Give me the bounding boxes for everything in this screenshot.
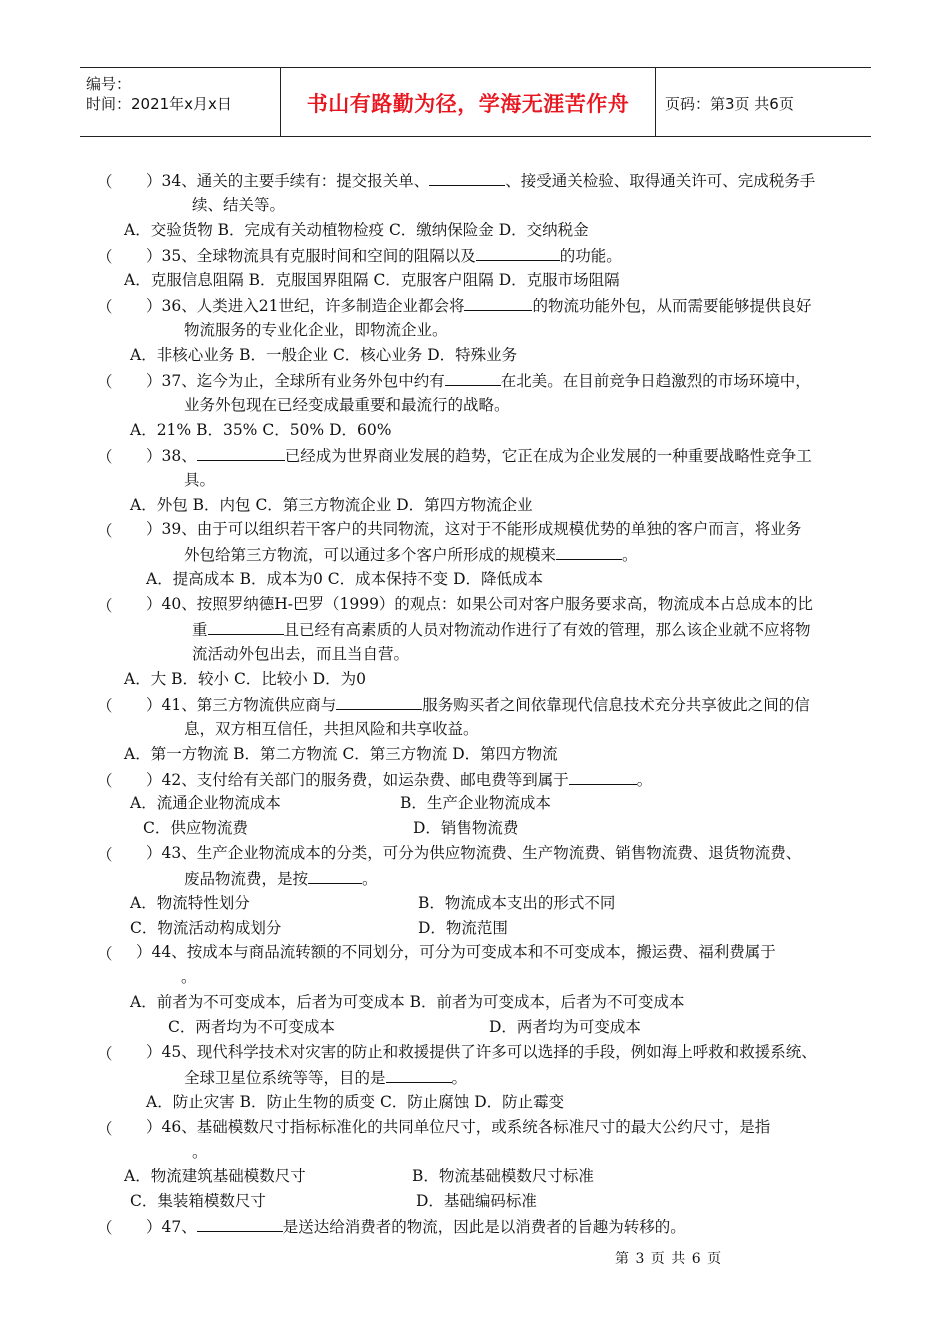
question-text: ）41、第三方物流供应商与 服务购买者之间依靠现代信息技术充分共享彼此之间的信 (146, 696, 810, 714)
answer-paren: （ (97, 846, 113, 864)
question-options: A．提高成本 B．成本为0 C．成本保持不变 D．降低成本 (146, 570, 544, 588)
question-text-cont: 全球卫星位系统等等，目的是 。 (184, 1069, 468, 1087)
question-text: ）44、按成本与商品流转额的不同划分，可分为可变成本和不可变成本，搬运费、福利费属于 (136, 943, 776, 961)
answer-blank (445, 370, 501, 386)
option-b: B．物流基础模数尺寸标准 (412, 1167, 594, 1185)
option-c: C．两者均为不可变成本 (168, 1018, 335, 1036)
option-d: D．基础编码标准 (416, 1192, 537, 1210)
answer-paren: （ (97, 522, 113, 540)
answer-paren: （ (97, 448, 113, 466)
question-options: A．21% B．35% C．50% D．60% (130, 421, 392, 439)
question-text: ）36、人类进入21世纪，许多制造企业都会将 的物流功能外包，从而需要能够提供良好 (146, 297, 812, 315)
answer-blank (386, 1067, 452, 1083)
answer-paren: （ (97, 1219, 113, 1237)
answer-paren: （ (97, 1045, 113, 1063)
answer-blank (464, 295, 532, 311)
answer-blank (197, 445, 285, 461)
answer-paren: （ (97, 945, 113, 963)
question-text: ）43、生产企业物流成本的分类，可分为供应物流费、生产物流费、销售物流费、退货物流费、 (146, 844, 802, 862)
question-options: A．非核心业务 B．一般企业 C．核心业务 D．特殊业务 (130, 346, 518, 364)
document-number-label: 编号： (86, 75, 132, 93)
option-d: D．两者均为可变成本 (489, 1018, 641, 1036)
answer-paren: （ (97, 373, 113, 391)
question-text-cont: 物流服务的专业化企业，即物流企业。 (184, 321, 448, 339)
question-text: ）35、全球物流具有克服时间和空间的阻隔以及 的功能。 (146, 247, 622, 265)
question-text: ）45、现代科学技术对灾害的防止和救援提供了许多可以选择的手段，例如海上呼救和救援系统、 (146, 1043, 817, 1061)
question-options: A．交验货物 B．完成有关动植物检疫 C．缴纳保险金 D．交纳税金 (124, 221, 589, 239)
option-b: B．物流成本支出的形式不同 (418, 894, 616, 912)
option-b: B．生产企业物流成本 (400, 794, 551, 812)
answer-paren: （ (97, 173, 113, 191)
option-d: D．销售物流费 (413, 819, 519, 837)
question-text-cont: 重 且已经有高素质的人员对物流动作进行了有效的管理，那么该企业就不应将物 (192, 621, 811, 639)
question-text: ）42、支付给有关部门的服务费，如运杂费、邮电费等到属于 。 (146, 771, 653, 789)
question-text-cont-2: 流活动外包出去，而且当自营。 (192, 645, 410, 663)
answer-blank (308, 868, 362, 884)
question-text: ）37、迄今为止，全球所有业务外包中约有 在北美。在目前竞争日趋激烈的市场环境中， (146, 372, 811, 390)
answer-blank (197, 1216, 283, 1232)
question-text: ）46、基础模数尺寸指标标准化的共同单位尺寸，或系统各标准尺寸的最大公约尺寸，是指 (146, 1118, 771, 1136)
answer-blank (208, 619, 284, 635)
question-options: A．第一方物流 B．第二方物流 C．第三方物流 D．第四方物流 (124, 745, 558, 763)
question-text-cont: 具。 (184, 471, 216, 489)
question-text: ）40、按照罗纳德H-巴罗（1999）的观点：如果公司对客户服务要求高，物流成本占总成本的比 (146, 595, 813, 613)
question-options: A．外包 B．内包 C．第三方物流企业 D．第四方物流企业 (130, 496, 533, 514)
option-d: D．物流范围 (418, 919, 508, 937)
question-text: ）47、 是送达给消费者的物流，因此是以消费者的旨趣为转移的。 (146, 1218, 686, 1236)
option-c: C．集装箱模数尺寸 (130, 1192, 266, 1210)
answer-paren: （ (97, 248, 113, 266)
answer-blank (556, 544, 622, 560)
option-a: A．物流建筑基础模数尺寸 (124, 1167, 306, 1185)
question-options: A．防止灾害 B．防止生物的质变 C．防止腐蚀 D．防止霉变 (146, 1093, 565, 1111)
answer-blank-mark: 。 (181, 968, 197, 986)
question-text: ）38、 已经成为世界商业发展的趋势，它正在成为企业发展的一种重要战略性竞争工 (146, 447, 812, 465)
header-right-cell (655, 68, 871, 136)
question-text-cont: 外包给第三方物流，可以通过多个客户所形成的规模来 。 (184, 546, 638, 564)
answer-paren: （ (97, 597, 113, 615)
answer-blank (476, 245, 560, 261)
answer-paren: （ (97, 697, 113, 715)
option-a: A．流通企业物流成本 (130, 794, 281, 812)
option-c: C．供应物流费 (143, 819, 248, 837)
question-options: A．大 B．较小 C．比较小 D．为0 (124, 670, 367, 688)
question-text: ）34、通关的主要手续有：提交报关单、 、接受通关检验、取得通关许可、完成税务手 (146, 172, 816, 190)
answer-paren: （ (97, 1120, 113, 1138)
answer-blank (336, 694, 422, 710)
answer-paren: （ (97, 772, 113, 790)
option-a: A．物流特性划分 (130, 894, 250, 912)
question-text: ）39、由于可以组织若干客户的共同物流，这对于不能形成规模优势的单独的客户而言，将业务 (146, 520, 802, 538)
answer-blank-mark: 。 (192, 1143, 208, 1161)
question-text-cont: 续、结关等。 (192, 196, 286, 214)
header-page-number: 页码：第3页 共6页 (665, 95, 794, 113)
answer-blank (429, 170, 505, 186)
question-options: A．克服信息阻隔 B．克服国界阻隔 C．克服客户阻隔 D．克服市场阻隔 (124, 271, 620, 289)
question-text-cont: 息，双方相互信任，共担风险和共享收益。 (184, 720, 479, 738)
page-footer: 第 3 页 共 6 页 (615, 1251, 723, 1267)
question-text-cont: 业务外包现在已经变成最重要和最流行的战略。 (184, 396, 510, 414)
answer-paren: （ (97, 298, 113, 316)
document-date-label: 时间：2021年x月x日 (86, 95, 232, 113)
header-left-cell (80, 68, 280, 136)
header-motto-cell (280, 68, 656, 136)
page-header (80, 67, 871, 137)
options-ab: A．前者为不可变成本，后者为可变成本 B．前者为可变成本，后者为不可变成本 (130, 993, 685, 1011)
header-motto: 书山有路勤为径，学海无涯苦作舟 (306, 92, 630, 116)
option-c: C．物流活动构成划分 (130, 919, 282, 937)
question-text-cont: 废品物流费，是按 。 (184, 870, 378, 888)
answer-blank (569, 769, 637, 785)
